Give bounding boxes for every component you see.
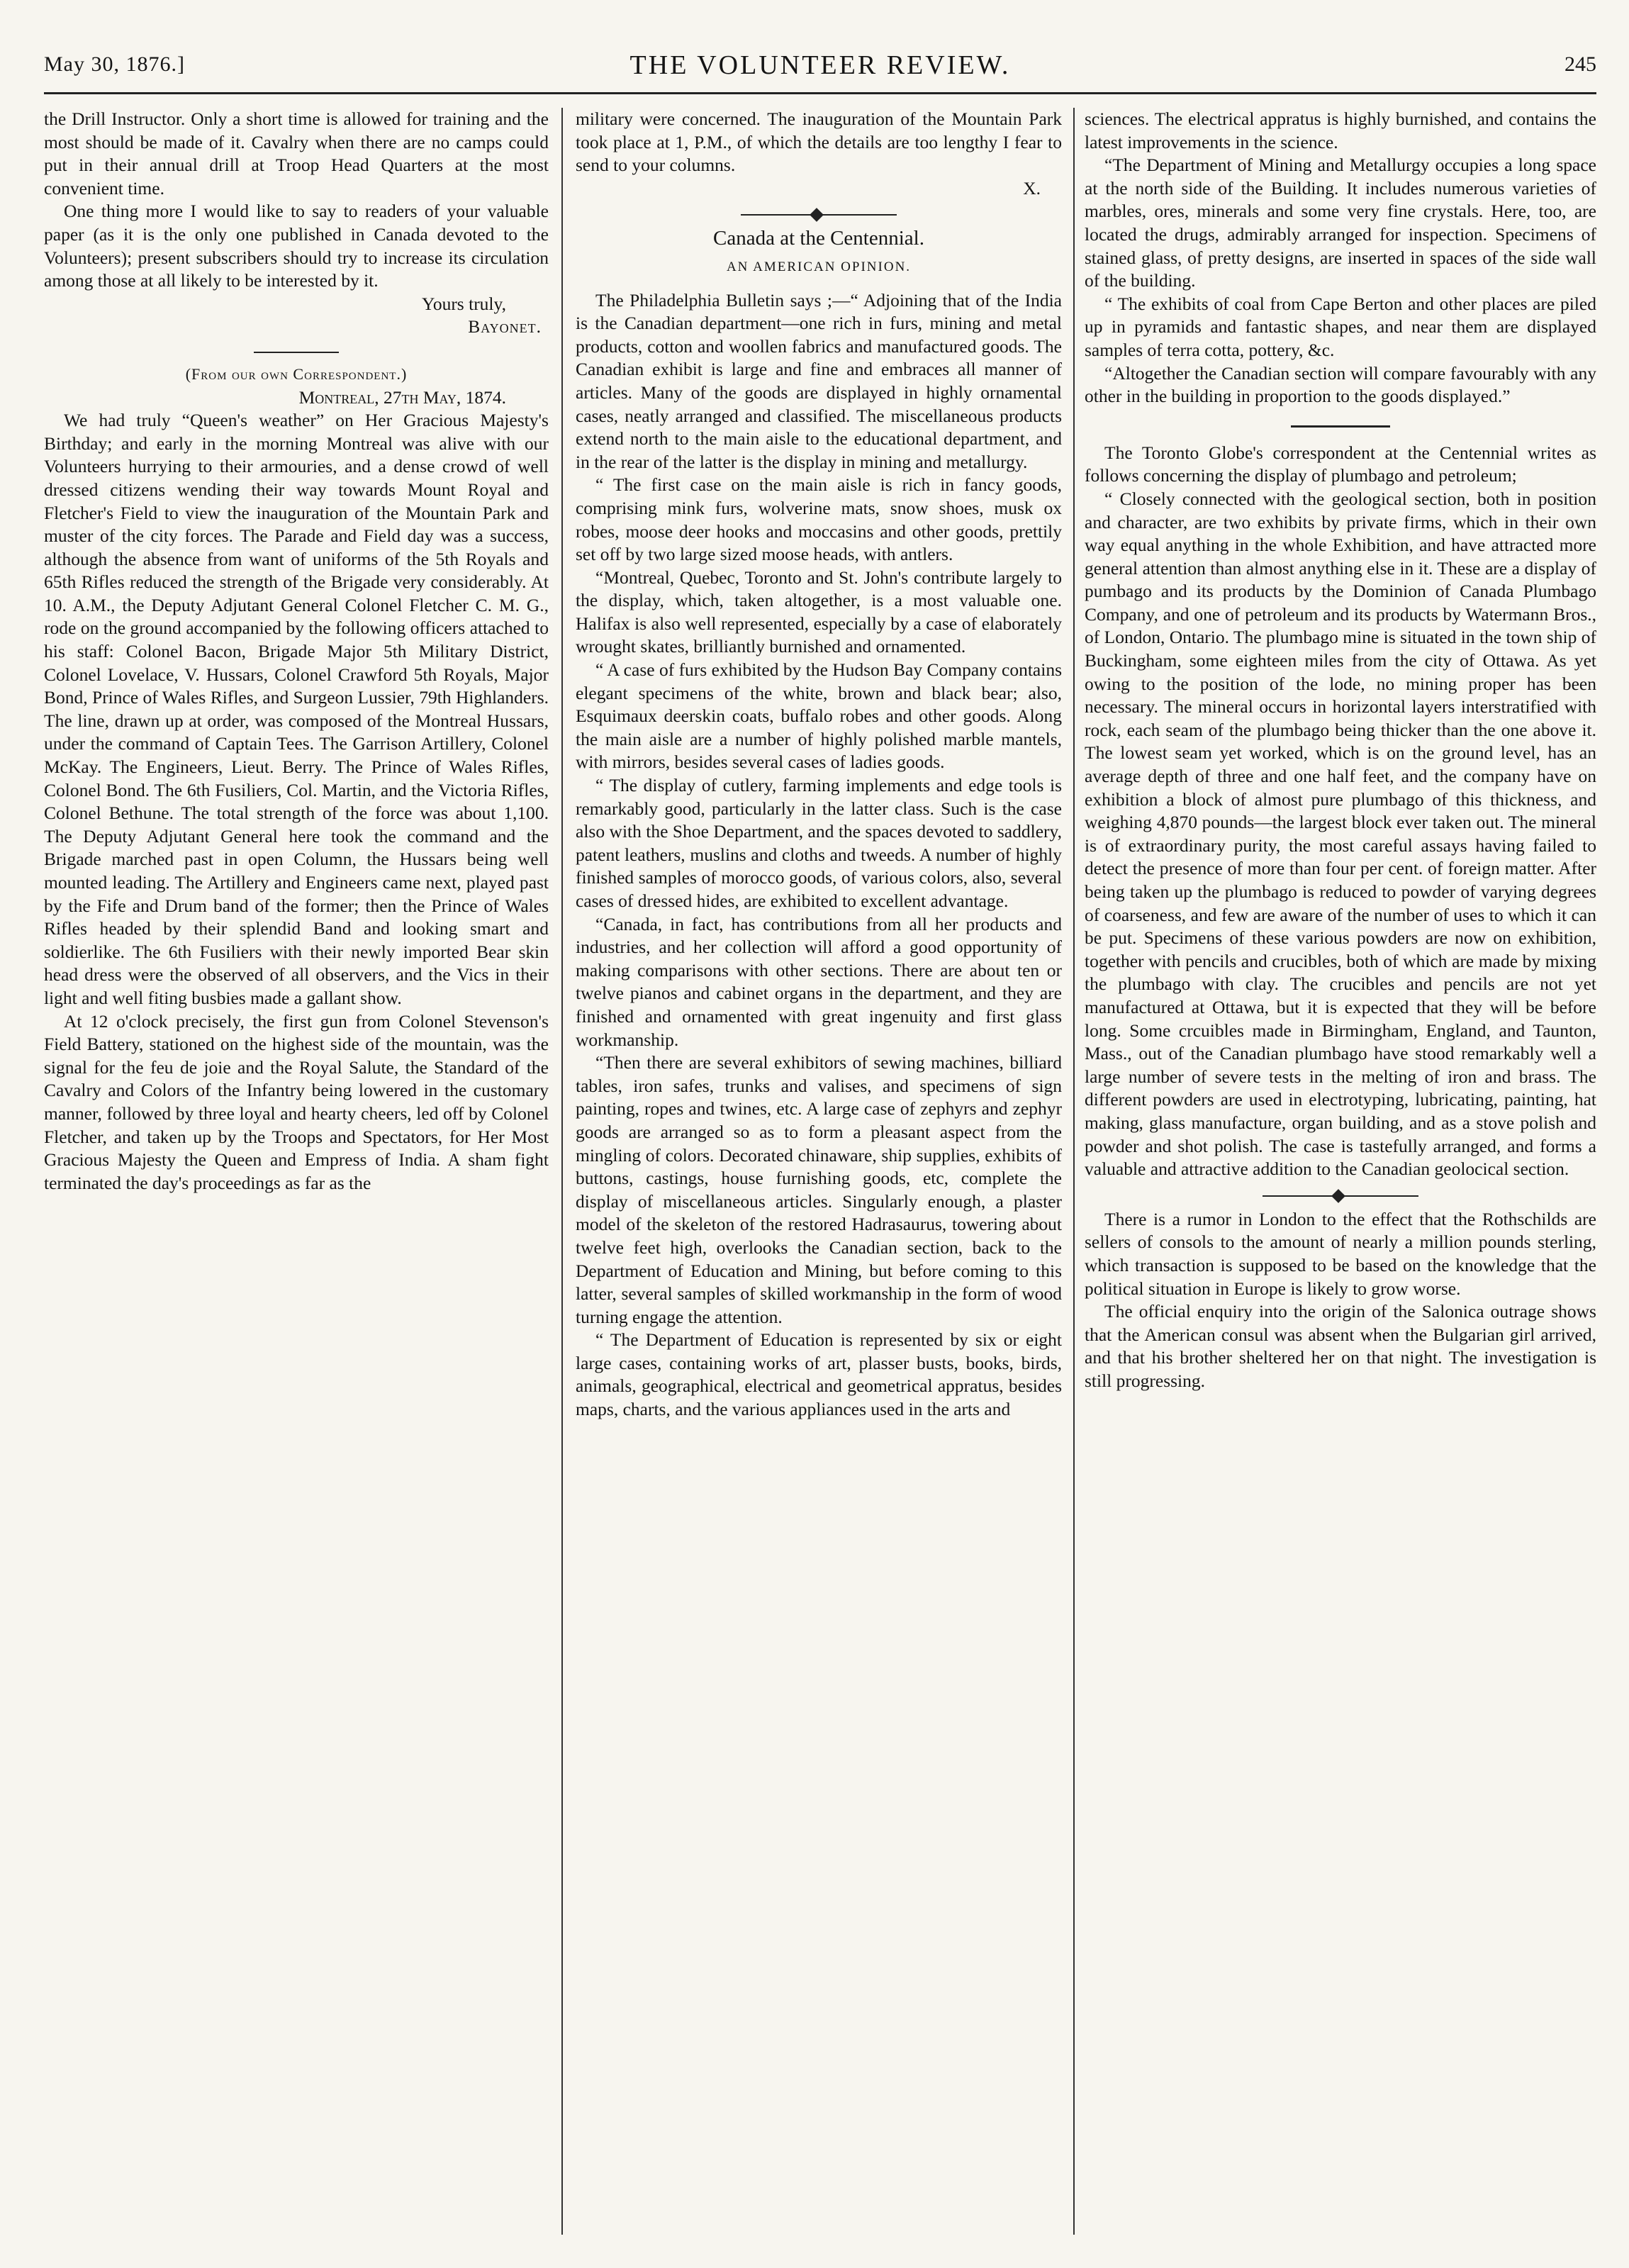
paragraph: “ A case of furs exhibited by the Hudson Bay Company contains elegant specimens of the white, brown and black bear; also, Esquimaux deerskin coats, buffalo robes and other goods. Along the main aisle are a number of highly polished marble mantels, with mirrors, besides several cases of ladies goods. — [576, 659, 1062, 773]
ornamental-rule — [1263, 1195, 1418, 1197]
paragraph: “ The first case on the main aisle is rich in fancy goods, comprising mink furs, wolverine mats, snow shoes, musk ox robes, moose deer hooks and moccasins and other goods, prettily set off by two large sized moose heads, with antlers. — [576, 474, 1062, 565]
page-number: 245 — [1564, 52, 1596, 76]
column-1 — [44, 108, 549, 2235]
newspaper-title: THE VOLUNTEER REVIEW. — [629, 50, 1011, 80]
issue-date: May 30, 1876.] — [44, 52, 185, 76]
paragraph: The official enquiry into the origin of the Salonica outrage shows that the American consul was absent when the Bulgarian girl arrived, and that his brother sheltered her on that night. The investigation is still progressing. — [1085, 1301, 1596, 1391]
section-rule — [254, 352, 339, 353]
paragraph: The Toronto Globe's correspondent at the Centennial writes as follows concerning the display of plumbago and petroleum; — [1085, 442, 1596, 486]
paragraph: “Montreal, Quebec, Toronto and St. John's contribute largely to the display, which, taken altogether, is a most valuable one. Halifax is also well represented, especially by a case of elaborately wrought skates, brilliantly burnished and ornamented. — [576, 566, 1062, 657]
masthead — [44, 50, 1596, 94]
article-heading: Canada at the Centennial. — [713, 227, 924, 250]
paragraph: “The Department of Mining and Metallurgy occupies a long space at the north side of the Building. It includes numerous varieties of marbles, ores, minerals and some very fine crystals. Here, too, are located the drugs, admirably arranged for inspection. Specimens of stained glass, of pretty designs, are inserted in spaces of the side wall of the building. — [1085, 155, 1596, 291]
letter-signature: X. — [1023, 177, 1041, 199]
column-3 — [1085, 108, 1596, 2235]
paragraph: “ The Department of Education is represented by six or eight large cases, containing works of art, plasser busts, books, birds, animals, geographical, electrical and geometrical appratus, besides maps, charts, and the various appliances used in the arts and — [576, 1329, 1062, 1420]
paragraph: sciences. The electrical appratus is highly burnished, and contains the latest improvements in the science. — [1085, 108, 1596, 152]
column-divider — [561, 108, 563, 2235]
paragraph: We had truly “Queen's weather” on Her Gracious Majesty's Birthday; and early in the morning Montreal was alive with our Volunteers hurrying to their armouries, and a dense crowd of well dressed citizens wending their way towards Mount Royal and Fletcher's Field to view the inauguration of the Mountain Park and muster of the city forces. The Parade and Field day was a success, although the absence from want of uniforms of the 5th Royals and 65th Rifles reduced the strength of the Brigade very considerably. At 10. A.M., the Deputy Adjutant General Colonel Fletcher C. M. G., rode on the ground accompanied by the following officers attached to his staff: Colonel Bacon, Brigade Major 5th Military District, Colonel Lovelace, V. Hussars, Colonel Crawford 5th Royals, Major Bond, Prince of Wales Rifles, and Surgeon Lussier, 79th Highlanders. The line, drawn up at order, was composed of the Montreal Hussars, under the command of Captain Tees. The Garrison Artillery, Colonel McKay. The Engineers, Lieut. Berry. The Prince of Wales Rifles, Colonel Bond. The 6th Fusiliers, Col. Martin, and the Victoria Rifles, Colonel Bethune. The total strength of the force was about 1,100. The Deputy Adjutant General here took the command and the Brigade marched past in open Column, the Hussars being well mounted leading. The Artillery and Engineers came next, played past by the Fife and Drum band of the former; then the Prince of Wales Rifles headed by their splendid Band and looking smart and soldierlike. The 6th Fusiliers with their newly imported Bear skin head dress were the observed of all observers, and the Vics in their light and well fiting busbies made a gallant show. — [44, 410, 549, 1008]
letter-signature: Bayonet. — [468, 316, 542, 337]
paragraph: At 12 o'clock precisely, the first gun from Colonel Stevenson's Field Battery, stationed on the highest side of the mountain, was the signal for the feu de joie and the Royal Salute, the Standard of the Cavalry and Colors of the Infantry being lowered in the customary manner, followed by three loyal and hearty cheers, led off by Colonel Fletcher, and taken up by the Troops and Spectators, for Her Most Gracious Majesty the Queen and Empress of India. A sham fight terminated the day's proceedings as far as the — [44, 1010, 549, 1193]
paragraph: the Drill Instructor. Only a short time is allowed for training and the most should be made of it. Cavalry when there are no camps could put in their annual drill at Troop Head Quarters at the most convenient time. — [44, 108, 549, 199]
correspondent-line: (From our own Correspondent.) — [185, 364, 408, 383]
paragraph: “ Closely connected with the geological section, both in position and character, are two exhibits by private firms, which in their own way equal anything in the whole Exhibition, and have attracted more general attention than almost anything else in it. These are a display of pumbago and its products by the Dominion of Canada Plumbago Company, and one of petroleum and its products by Watermann Bros., of London, Ontario. The plumbago mine is situated in the town ship of Buckingham, some eighteen miles from the city of Ottawa. As yet owing to the position of the lode, no mining proper has been necessary. The mineral occurs in horizontal layers interstratified with rock, each seam of the plumbago being thicker than the one above it. The lowest seam yet worked, which is on the ground level, has an average depth of three and one half feet, and the company have on exhibition a block of almost pure plumbago of this thickness, and weighing 4,870 pounds—the largest block ever taken out. The mineral is of extraordinary purity, the most careful assays having failed to detect the presence of more than four per cent. of foreign matter. After being taken up the plumbago is reduced to powder of varying degrees of coarseness, and few are aware of the number of uses to which it can be put. Specimens of these various powders are now on exhibition, together with pencils and crucibles, both of which are made by mixing the plumbago with clay. The crucibles and pencils are not yet manufactured at Ottawa, but it is expected that they will be before long. Some crcuibles made in Birmingham, England, and Taunton, Mass., out of the Canadian plumbago have stood remarkably well a large number of severe tests in the melting of iron and brass. The different powders are used in electrotyping, lubricating, painting, hat making, glass manufacture, organ building, and as a stove polish and powder and shot polish. The case is tastefully arranged, and forms a valuable and attractive addition to the Canadian geolocical section. — [1085, 488, 1596, 1180]
paragraph: “Then there are several exhibitors of sewing machines, billiard tables, iron safes, trunks and valises, and specimens of sign painting, ropes and twines, etc. A large case of zephyrs and zephyr goods are arranged so as to form a pleasant aspect from the mingling of colors. Decorated chinaware, ship supplies, exhibits of buttons, castings, house furnishing goods, etc, complete the display of miscellaneous articles. Singularly enough, a plaster model of the skeleton of the restored Hadrasaurus, towering about twelve feet high, overlooks the Canadian section, back to the Department of Education and Mining, but before coming to this latter, several samples of skilled workmanship in the form of wood turning engage the attention. — [576, 1052, 1062, 1327]
section-rule — [1291, 425, 1390, 428]
paragraph: “Altogether the Canadian section will compare favourably with any other in the building in proportion to the goods displayed.” — [1085, 362, 1596, 407]
paragraph: “ The exhibits of coal from Cape Berton and other places are piled up in pyramids and fantastic shapes, and near them are displayed samples of terra cotta, pottery, &c. — [1085, 293, 1596, 360]
paragraph: “Canada, in fact, has contributions from all her products and industries, and her collection will afford a good opportunity of making comparisons with other sections. There are about ten or twelve pianos and cabinet organs in the department, and they are finished and ornamented with great ingenuity and first glass workmanship. — [576, 913, 1062, 1050]
paragraph: The Philadelphia Bulletin says ;—“ Adjoining that of the India is the Canadian department—one rich in furs, mining and metal products, cotton and woollen fabrics and manufactured goods. The Canadian exhibit is large and fine and embraces all manner of articles. Many of the goods are displayed in highly ornamental cases, neatly arranged and classified. The miscellaneous products extend north to the main aisle to the educational department, and in the rear of the latter is the display in mining and metallurgy. — [576, 289, 1062, 472]
letter-closing: Yours truly, — [421, 293, 506, 314]
dateline: Montreal, 27th May, 1874. — [298, 386, 506, 408]
paragraph: There is a rumor in London to the effect that the Rothschilds are sellers of consols to the amount of nearly a million pounds sterling, which transaction is supposed to be based on the knowledge that the political situation in Europe is likely to grow worse. — [1085, 1208, 1596, 1299]
column-divider — [1073, 108, 1075, 2235]
column-2 — [576, 108, 1062, 2235]
paragraph: One thing more I would like to say to readers of your valuable paper (as it is the only one published in Canada devoted to the Volunteers); present subscribers should try to increase its circulation among those at all likely to be interested by it. — [44, 201, 549, 291]
ornamental-rule — [741, 214, 897, 216]
paragraph: “ The display of cutlery, farming implements and edge tools is remarkably good, particularly in the latter class. Such is the case also with the Shoe Department, and the spaces devoted to saddlery, patent leathers, muslins and cloths and tweeds. A number of highly finished samples of morocco goods, of various colors, also, several cases of dressed hides, are exhibited to excellent advantage. — [576, 775, 1062, 911]
paragraph: military were concerned. The inauguration of the Mountain Park took place at 1, P.M., of which the details are too lengthy I fear to send to your columns. — [576, 108, 1062, 176]
article-subheading: AN AMERICAN OPINION. — [726, 259, 912, 274]
